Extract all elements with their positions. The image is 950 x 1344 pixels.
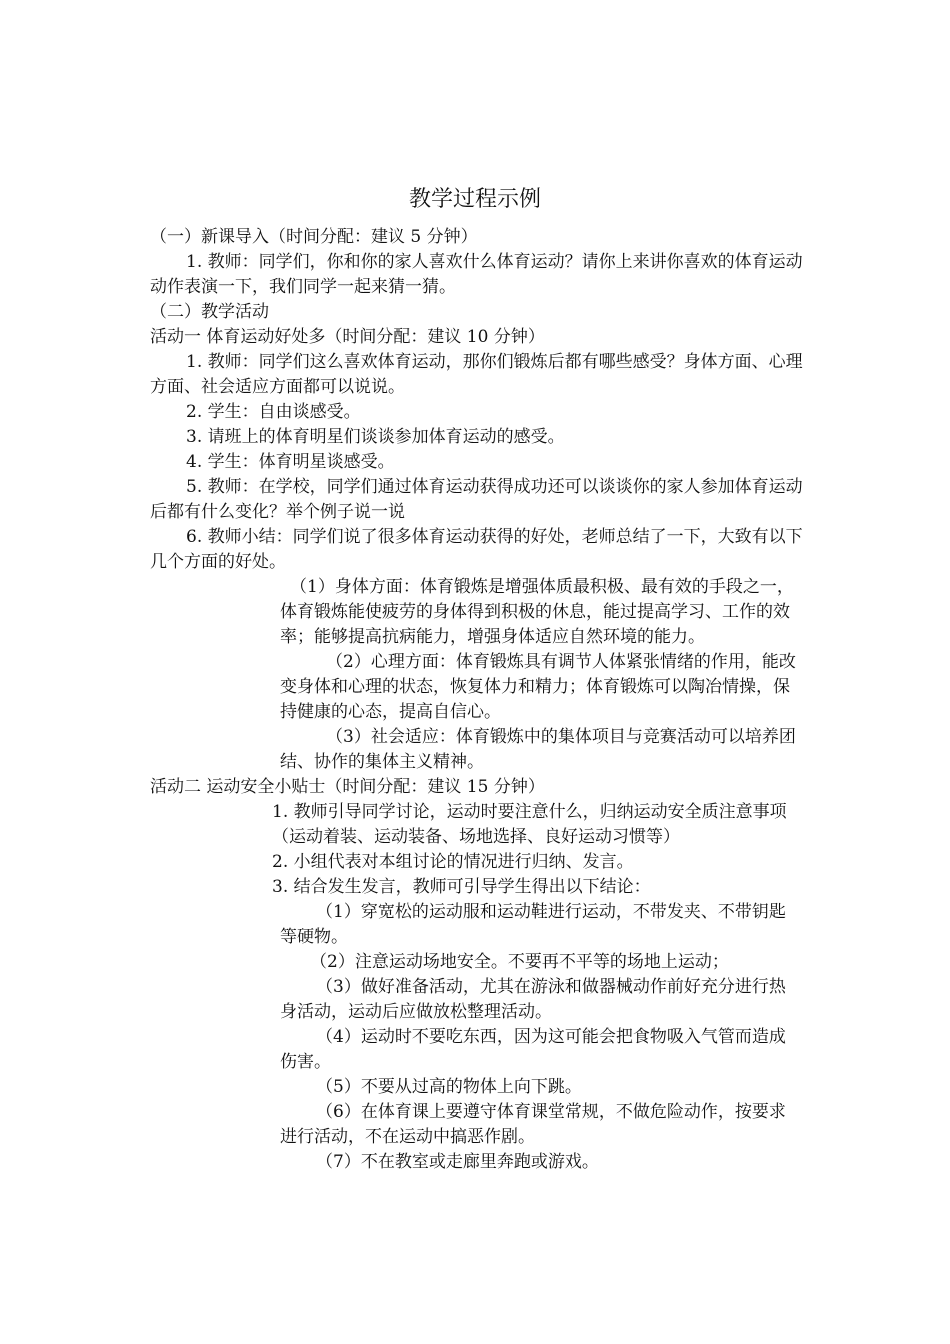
section1-heading: （一）新课导入（时间分配：建议 5 分钟） [150, 227, 478, 247]
page-title: 教学过程示例 [408, 187, 541, 212]
document-body [150, 225, 810, 1175]
activity1-item: 3. 请班上的体育明星们谈谈参加体育运动的感受。 [186, 427, 565, 447]
benefit-physical: （1）身体方面：体育锻炼是增强体质最积极、最有效的手段之一，体育锻炼能使疲劳的身体得到积极的休息，能过提高学习、工作的效率；能够提高抗病能力，增强身体适应自然环境的能力。 [280, 577, 794, 647]
conclusion-item: （5）不要从过高的物体上向下跳。 [316, 1077, 582, 1097]
activity1-item: 5. 教师：在学校，同学们通过体育运动获得成功还可以谈谈你的家人参加体育运动后都有什么变化？举个例子说一说 [150, 477, 803, 522]
conclusion-item: （1）穿宽松的运动服和运动鞋进行运动，不带发夹、不带钥匙等硬物。 [280, 902, 786, 947]
conclusion-item: （6）在体育课上要遵守体育课堂常规，不做危险动作，按要求进行活动，不在运动中搞恶作剧。 [280, 1102, 786, 1147]
activity2-heading: 活动二 运动安全小贴士（时间分配：建议 15 分钟） [150, 777, 545, 797]
activity1-item: 1. 教师：同学们这么喜欢体育运动，那你们锻炼后都有哪些感受？身体方面、心理方面、社会适应方面都可以说说。 [150, 352, 803, 397]
conclusion-item: （4）运动时不要吃东西，因为这可能会把食物吸入气管而造成伤害。 [280, 1027, 786, 1072]
section1-item: 1. 教师：同学们，你和你的家人喜欢什么体育运动？请你上来讲你喜欢的体育运动动作表演一下，我们同学一起来猜一猜。 [150, 252, 803, 297]
activity1-item: 4. 学生：体育明星谈感受。 [186, 452, 395, 472]
conclusion-item: （2）注意运动场地安全。不要再不平等的场地上运动； [310, 952, 729, 972]
section2-heading: （二）教学活动 [150, 302, 269, 322]
benefit-psychological: （2）心理方面：体育锻炼具有调节人体紧张情绪的作用，能改变身体和心理的状态，恢复体力和精力；体育锻炼可以陶冶情操，保持健康的心态，提高自信心。 [280, 652, 796, 722]
activity1-heading: 活动一 体育运动好处多（时间分配：建议 10 分钟） [150, 327, 545, 347]
activity2-item: 1. 教师引导同学讨论，运动时要注意什么，归纳运动安全质注意事项（运动着装、运动装备、场地选择、良好运动习惯等） [272, 802, 787, 847]
benefit-social: （3）社会适应：体育锻炼中的集体项目与竞赛活动可以培养团结、协作的集体主义精神。 [280, 727, 796, 772]
activity1-item: 6. 教师小结：同学们说了很多体育运动获得的好处，老师总结了一下，大致有以下几个方面的好处。 [150, 527, 803, 572]
activity1-item: 2. 学生：自由谈感受。 [186, 402, 361, 422]
activity2-item: 2. 小组代表对本组讨论的情况进行归纳、发言。 [272, 852, 634, 872]
conclusion-item: （7）不在教室或走廊里奔跑或游戏。 [316, 1152, 599, 1172]
activity2-item: 3. 结合发生发言，教师可引导学生得出以下结论： [272, 877, 651, 897]
conclusion-item: （3）做好准备活动，尤其在游泳和做器械动作前好充分进行热身活动，运动后应做放松整理活动。 [280, 977, 786, 1022]
